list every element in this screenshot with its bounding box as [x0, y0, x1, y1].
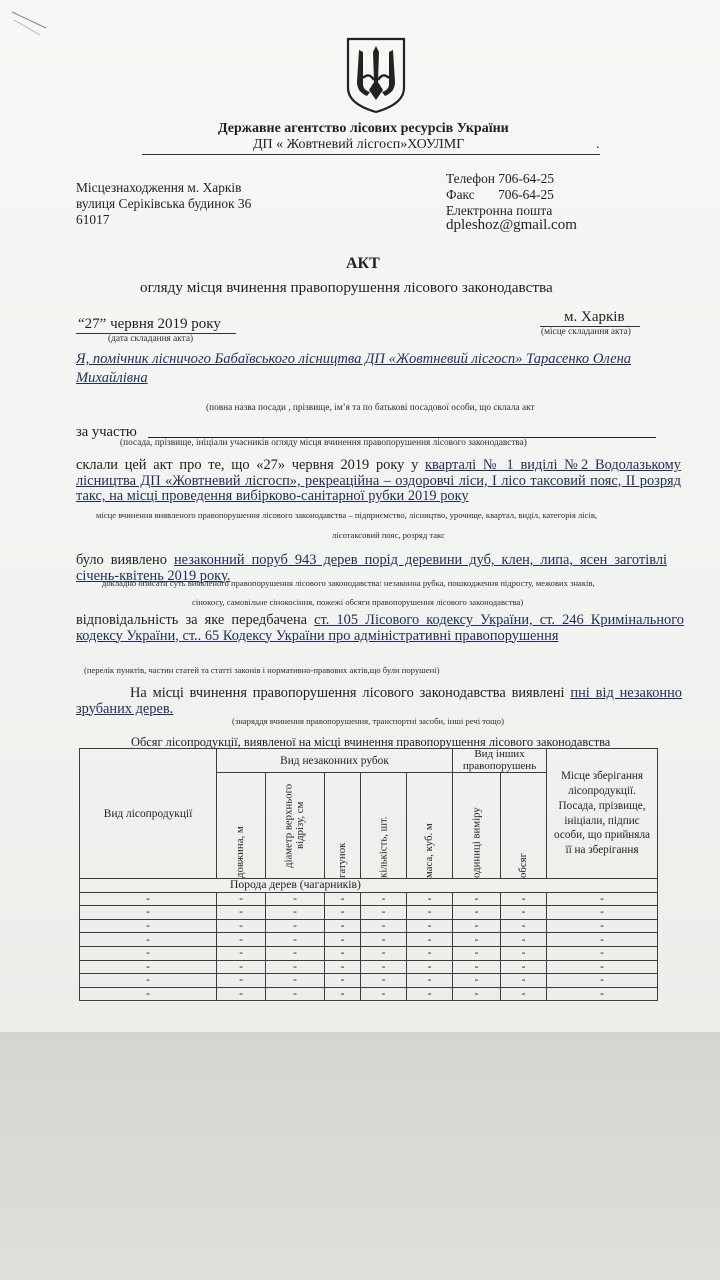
table-cell: - — [80, 987, 217, 1001]
table-cell: - — [80, 933, 217, 947]
table-cell: - — [407, 974, 453, 988]
email-label: Електронна пошта — [446, 203, 553, 218]
table-cell: - — [361, 987, 407, 1001]
header-storage-place: Місце зберігання лісопродукції. Посада, прізвище, ініціали, підпис особи, що прийняла її на зберігання — [547, 749, 658, 879]
trident-emblem-icon — [345, 36, 407, 114]
place-caption: (місце складання акта) — [541, 327, 631, 337]
participants-label: за участю — [76, 424, 137, 440]
found-paragraph — [76, 686, 682, 717]
table-cell: - — [217, 892, 266, 906]
table-row — [80, 946, 658, 960]
table-cell: - — [325, 919, 361, 933]
location-line-2: вулиця Серіківська будинок 36 — [76, 196, 252, 211]
postcode: 61017 — [76, 212, 110, 227]
table-row — [80, 919, 658, 933]
table-cell: - — [407, 906, 453, 920]
enterprise-name: ДП « Жовтневий лісгосп»ХОУЛМГ — [253, 137, 465, 152]
table-row — [80, 974, 658, 988]
found-caption: (знаряддя вчинення правопорушення, транспортні засоби, інші речі тощо) — [232, 716, 504, 726]
table-cell: - — [266, 933, 325, 947]
liability-caption: (перелік пунктів, частин статей та статті законів і нормативно-правових актів,що були порушені) — [84, 665, 440, 675]
table-cell: - — [547, 919, 658, 933]
table-cell: - — [80, 892, 217, 906]
table-cell: - — [547, 974, 658, 988]
table-cell: - — [547, 906, 658, 920]
liability-prefix: відповідальність за яке передбачена — [76, 612, 315, 628]
violation-caption-1: докладно описати суть виявленого правопорушення лісового законодавства: незаконна рубка, пошкодження підросту, межових знаків, — [102, 578, 595, 588]
header-diameter: діаметр верхнього відрізу, см — [282, 783, 306, 868]
violation-caption-2: сінокосу, самовільне сінокосіння, пожежі обсяги правопорушення лісового законодавства) — [192, 597, 524, 607]
table-cell: - — [361, 919, 407, 933]
found-prefix: На місці вчинення правопорушення лісового законодавства виявлені — [130, 685, 571, 701]
table-cell: - — [361, 906, 407, 920]
table-cell: - — [325, 987, 361, 1001]
location-text: кварталі № 1 виділі №2 Водолазькому лісництва ДП «Жовтневий лісгосп», рекреаційна – оздоровчі ліси, І лісо таксовий пояс, ІІ розряд такс, на місці проведення вибірково-санітарної рубки 2019 року — [76, 457, 681, 504]
table-cell: - — [501, 974, 547, 988]
author-caption: (повна назва посади , прізвище, ім’я та по батькові посадової особи, що склала акт — [206, 403, 535, 413]
header-illegal-cutting: Вид незаконних рубок — [217, 749, 453, 773]
table-cell: - — [266, 987, 325, 1001]
breed-row — [80, 879, 658, 893]
header-other-violations: Вид інших правопорушень — [453, 749, 547, 773]
table-cell: - — [80, 906, 217, 920]
found-text: пні від незаконно зрубаних дерев. — [76, 685, 682, 717]
table-cell: - — [325, 946, 361, 960]
location-caption-1: місце вчинення виявленого правопорушення лісового законодавства – підприємство, лісництво, урочище, квартал, виділ, категорія лісів, — [96, 510, 598, 520]
doc-title: АКТ — [346, 255, 380, 272]
table-cell: - — [453, 960, 501, 974]
table-cell: - — [453, 906, 501, 920]
header-length: довжина, м — [234, 826, 247, 878]
table-cell: - — [361, 960, 407, 974]
violation-text: незаконний поруб 943 дерев порід деревини дуб, клен, липа, ясен заготівлі січень-квітень 2019 року. — [76, 552, 668, 584]
enterprise-dot: . — [596, 137, 600, 152]
act-place: м. Харків — [564, 309, 625, 325]
liability-text: ст. 105 Лісового кодексу України, ст. 246 Кримінального кодексу України, ст.. 65 Кодексу України про адміністративні правопорушення — [76, 612, 684, 644]
table-cell: - — [453, 919, 501, 933]
table-caption: Обсяг лісопродукції, виявленої на місці вчинення правопорушення лісового законодавства — [131, 735, 611, 749]
table-cell: - — [501, 906, 547, 920]
table-cell: - — [217, 987, 266, 1001]
doc-subtitle: огляду місця вчинення правопорушення лісового законодавства — [140, 279, 553, 296]
table-cell: - — [325, 906, 361, 920]
table-cell: - — [547, 987, 658, 1001]
location-caption-2: лісотаксовий пояс, розряд такс — [332, 530, 445, 540]
table-cell: - — [407, 892, 453, 906]
table-row — [80, 960, 658, 974]
table-cell: - — [266, 919, 325, 933]
enterprise-underline — [142, 154, 600, 155]
table-cell: - — [266, 960, 325, 974]
table-cell: - — [407, 987, 453, 1001]
table-cell: - — [501, 892, 547, 906]
violation-prefix: було виявлено — [76, 552, 174, 568]
table-cell: - — [453, 987, 501, 1001]
table-cell: - — [361, 933, 407, 947]
table-cell: - — [217, 933, 266, 947]
location-paragraph — [76, 458, 681, 505]
table-cell: - — [266, 946, 325, 960]
header-units: одиниці виміру — [469, 807, 482, 878]
table-cell: - — [547, 960, 658, 974]
table-cell: - — [453, 974, 501, 988]
agency-name: Державне агентство лісових ресурсів України — [218, 121, 509, 136]
table-cell: - — [361, 892, 407, 906]
table-cell: - — [547, 933, 658, 947]
table-cell: - — [407, 960, 453, 974]
table-cell: - — [217, 919, 266, 933]
header-volume: обсяг — [516, 852, 529, 878]
location-prefix: склали цей акт про те, що «27» червня 2019 року у — [76, 457, 426, 473]
table-cell: - — [325, 892, 361, 906]
header-product-type: Вид лісопродукції — [80, 749, 217, 879]
table-cell: - — [266, 892, 325, 906]
table-cell: - — [501, 919, 547, 933]
table-cell: - — [407, 933, 453, 947]
table-row — [80, 892, 658, 906]
fax: Факс 706-64-25 — [446, 187, 554, 202]
table-cell: - — [501, 960, 547, 974]
table-cell: - — [453, 892, 501, 906]
phone: Телефон 706-64-25 — [446, 171, 555, 186]
table-cell: - — [80, 974, 217, 988]
table-cell: - — [325, 933, 361, 947]
table-cell: - — [407, 946, 453, 960]
table-cell: - — [453, 933, 501, 947]
table-cell: - — [217, 946, 266, 960]
table-row — [80, 987, 658, 1001]
breed-row-label: Порода дерев (чагарників) — [230, 878, 361, 892]
table-cell: - — [361, 946, 407, 960]
table-cell: - — [361, 974, 407, 988]
table-cell: - — [501, 933, 547, 947]
table-cell: - — [266, 974, 325, 988]
table-row — [80, 933, 658, 947]
table-cell: - — [80, 946, 217, 960]
table-row — [80, 906, 658, 920]
table-cell: - — [266, 906, 325, 920]
liability-paragraph — [76, 613, 684, 644]
date-caption: (дата складання акта) — [108, 334, 194, 344]
header-count: кількість, шт. — [376, 816, 389, 878]
author-text: Я, помічник лісничого Бабаївського лісництва ДП «Жовтневий лісгосп» Тарасенко Олена Михайлівна — [76, 351, 632, 386]
table-cell: - — [501, 946, 547, 960]
act-date: “27” червня 2019 року — [78, 316, 221, 332]
forest-products-table — [79, 748, 658, 1001]
table-cell: - — [80, 919, 217, 933]
desk-surface — [0, 1032, 720, 1280]
table-cell: - — [547, 892, 658, 906]
table-cell: - — [407, 919, 453, 933]
header-mass: маса, куб. м — [422, 823, 435, 878]
table-cell: - — [453, 946, 501, 960]
location-line-1: Місцезнаходження м. Харків — [76, 180, 242, 195]
email-address: dpleshoz@gmail.com — [446, 217, 577, 233]
table-cell: - — [325, 974, 361, 988]
table-cell: - — [80, 960, 217, 974]
table-cell: - — [501, 987, 547, 1001]
staple-mark — [10, 8, 48, 38]
table-cell: - — [547, 946, 658, 960]
table-cell: - — [217, 960, 266, 974]
participants-caption: (посада, прізвище, ініціали учасників огляду місця вчинення правопорушення лісового законодавства) — [120, 438, 527, 448]
table-cell: - — [325, 960, 361, 974]
table-cell: - — [217, 974, 266, 988]
header-grade: гатунок — [335, 842, 348, 878]
table-cell: - — [217, 906, 266, 920]
